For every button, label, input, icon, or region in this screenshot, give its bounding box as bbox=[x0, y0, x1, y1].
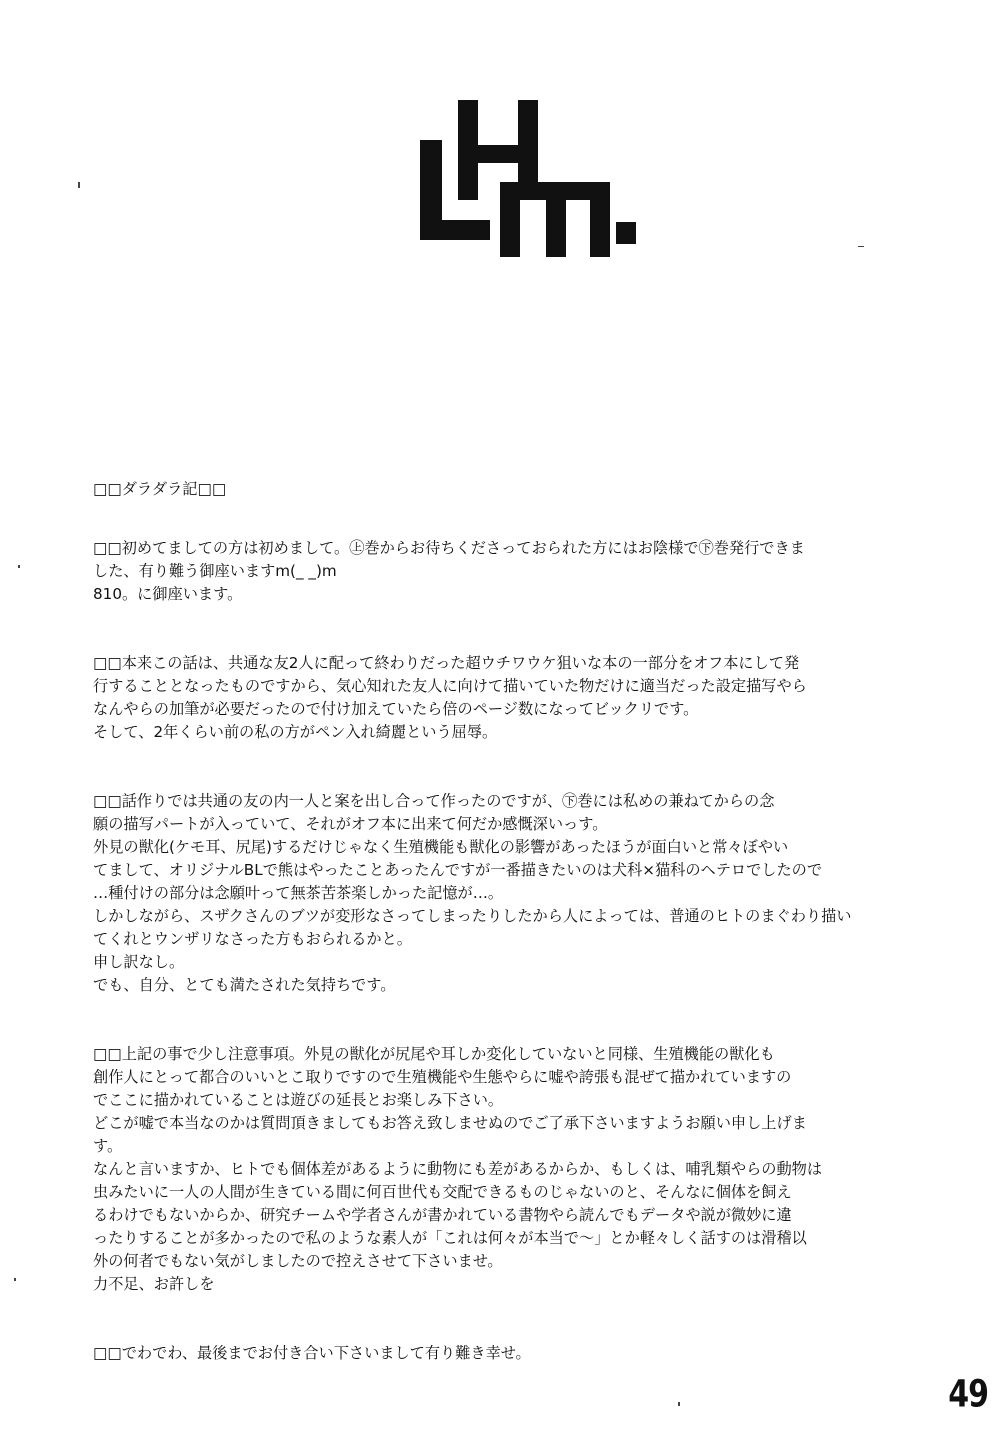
text-line: 申し訳なし。 bbox=[93, 953, 185, 971]
scan-speck bbox=[78, 182, 80, 188]
text-line: どこが嘘で本当なのかは質問頂きましてもお答え致しませぬのでご了承下さいますようお願い申し上げま bbox=[93, 1114, 807, 1132]
scan-speck bbox=[18, 565, 20, 568]
paragraph bbox=[93, 652, 903, 744]
text-line: 力不足、お許しを bbox=[93, 1275, 215, 1293]
scan-speck bbox=[678, 1402, 680, 1406]
text-line: なんやらの加筆が必要だったので付け加えていたら倍のページ数になってビックリです。 bbox=[93, 700, 699, 718]
text-line: …種付けの部分は念願叶って無茶苦茶楽しかった記憶が…。 bbox=[93, 884, 504, 902]
afterword-heading: □□ダラダラ記□□ bbox=[93, 480, 227, 498]
text-line: □□でわでわ、最後までお付き合い下さいまして有り難き幸せ。 bbox=[93, 1344, 531, 1362]
text-line: □□本来この話は、共通な友2人に配って終わりだった超ウチワウケ狙いな本の一部分をオフ本にして発 bbox=[93, 654, 800, 672]
text-line: でも、自分、とても満たされた気持ちです。 bbox=[93, 976, 396, 994]
text-line: なんと言いますか、ヒトでも個体差があるように動物にも差があるからか、もしくは、哺乳類やらの動物は bbox=[93, 1160, 822, 1178]
text-line: す。 bbox=[93, 1137, 123, 1155]
LHm-logo bbox=[418, 100, 638, 260]
text-line: □□上記の事で少し注意事項。外見の獣化が尻尾や耳しか変化していないと同様、生殖機能の獣化も bbox=[93, 1045, 775, 1063]
paragraph bbox=[93, 1342, 903, 1365]
paragraph bbox=[93, 1043, 903, 1296]
text-line: しかしながら、スザクさんのブツが変形なさってしまったりしたから人によっては、普通のヒトのまぐわり描い bbox=[93, 907, 852, 925]
text-line: 創作人にとって都合のいいとこ取りですので生殖機能や生態やらに嘘や誇張も混ぜて描かれていますの bbox=[93, 1068, 792, 1086]
text-line: 810。に御座います。 bbox=[93, 585, 243, 603]
text-line: □□初めてましての方は初めまして。㊤巻からお待ちくださっておられた方にはお陰様で㊦巻発行できま bbox=[93, 539, 805, 557]
text-line: てくれとウンザリなさった方もおられるかと。 bbox=[93, 930, 412, 948]
text-line: 行することとなったものですから、気心知れた友人に向けて描いていた物だけに適当だった設定描写やら bbox=[93, 677, 807, 695]
text-line: てまして、オリジナルBLで熊はやったことあったんですが一番描きたいのは犬科×猫科のヘテロでしたので bbox=[93, 861, 823, 879]
text-line: 願の描写パートが入っていて、それがオフ本に出来て何だか感慨深いっす。 bbox=[93, 815, 608, 833]
paragraph bbox=[93, 537, 903, 606]
text-line: でここに描かれていることは遊びの延長とお楽しみ下さい。 bbox=[93, 1091, 504, 1109]
afterword-text bbox=[93, 478, 903, 1411]
text-line: 虫みたいに一人の人間が生きている間に何百世代も交配できるものじゃないのと、そんなに個体を飼え bbox=[93, 1183, 792, 1201]
text-line: 外の何者でもない気がしましたので控えさせて下さいませ。 bbox=[93, 1252, 503, 1270]
text-line: 外見の獣化(ケモ耳、尻尾)するだけじゃなく生殖機能も獣化の影響があったほうが面白いと常々ぼやい bbox=[93, 838, 789, 856]
page-number: 49 bbox=[948, 1372, 988, 1417]
paragraph bbox=[93, 790, 903, 997]
text-line: るわけでもないからか、研究チームや学者さんが書かれている書物やら読んでもデータや説が微妙に違 bbox=[93, 1206, 792, 1224]
text-line: ったりすることが多かったので私のような素人が「これは何々が本当で〜」とか軽々しく話すのは滑稽以 bbox=[93, 1229, 807, 1247]
text-line: そして、2年くらい前の私の方がペン入れ綺麗という屈辱。 bbox=[93, 723, 498, 741]
text-line: した、有り難う御座いますm(_ _)m bbox=[93, 562, 337, 580]
text-line: □□話作りでは共通の友の内一人と案を出し合って作ったのですが、㊦巻には私めの兼ねてからの念 bbox=[93, 792, 775, 810]
scan-speck bbox=[858, 246, 864, 247]
scan-speck bbox=[14, 1278, 16, 1281]
